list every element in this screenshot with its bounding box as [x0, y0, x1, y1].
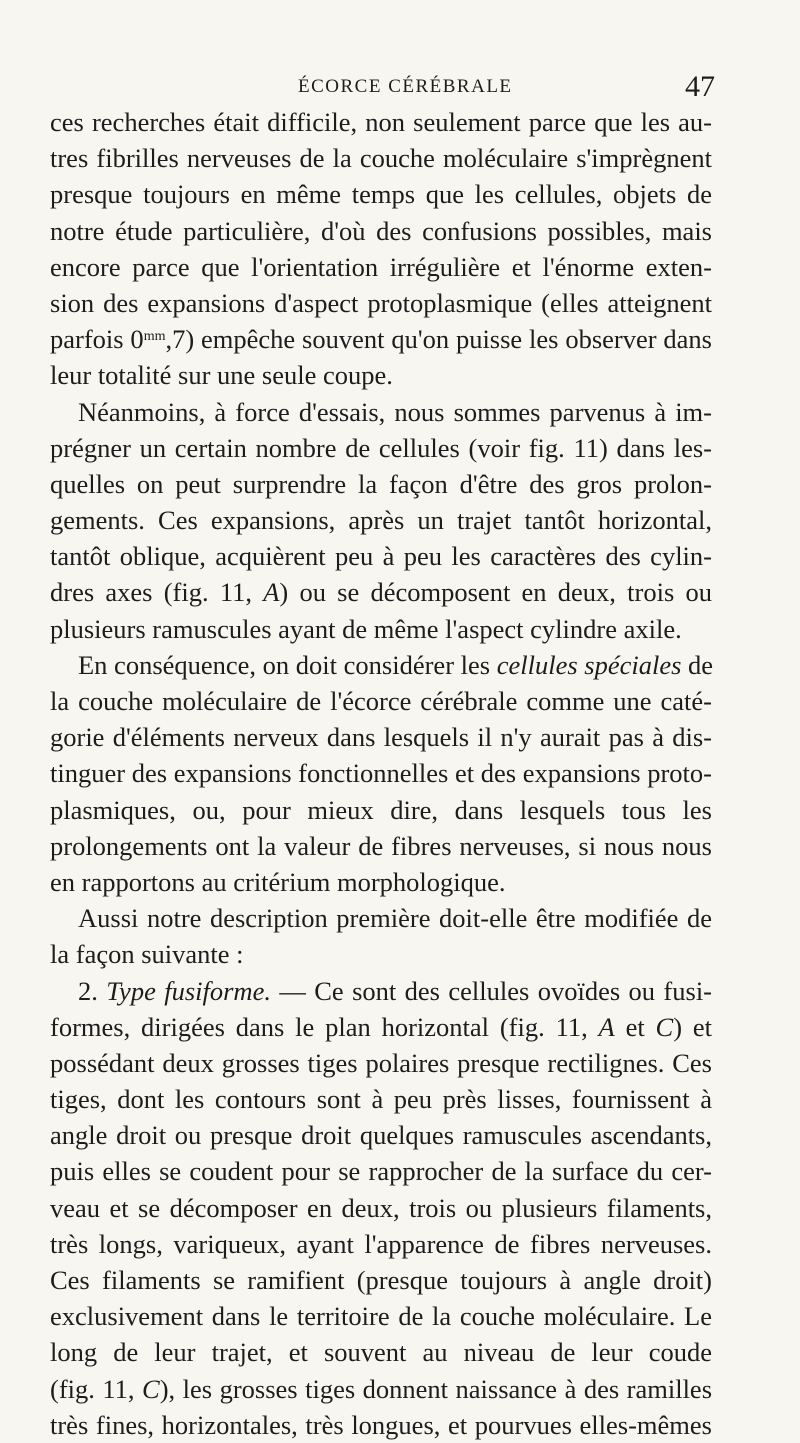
text-line: tinguer des expansions fonctionnelles et des expansions proto- — [50, 758, 712, 789]
text-fragment: formes, dirigées dans le plan horizontal (fig. 11, — [50, 1011, 599, 1042]
text-fragment: ) ou se décomposent en deux, trois ou — [279, 577, 712, 608]
text-line: quelles on peut surprendre la façon d'être des gros prolon- — [50, 468, 712, 499]
text-line: très longs, variqueux, ayant l'apparence de fibres nerveuses. — [50, 1228, 712, 1259]
text-line: plasmiques, ou, pour mieux dire, dans lesquels tous les — [50, 794, 712, 825]
text-line: Aussi notre description première doit-elle être modifiée de — [78, 903, 712, 934]
text-line — [50, 973, 712, 1009]
text-line: prolongements ont la valeur de fibres nerveuses, si nous nous — [50, 830, 712, 861]
text-line: leur totalité sur une seule coupe. — [50, 360, 393, 391]
section-heading: Type fusiforme. — [106, 975, 271, 1006]
text-line — [50, 1009, 712, 1045]
text-line: possédant deux grosses tiges polaires presque rectilignes. Ces — [50, 1047, 712, 1078]
unit-superscript: mm — [143, 329, 166, 345]
text-line: en rapportons au critérium morphologique. — [50, 866, 506, 897]
text-line: veau et se décomposer en deux, trois ou plusieurs filaments, — [50, 1192, 712, 1223]
text-fragment: et — [614, 1011, 656, 1042]
text-line: tres fibrilles nerveuses de la couche moléculaire s'imprègnent — [50, 143, 712, 174]
figure-letter: C — [655, 1011, 674, 1042]
text-fragment: ) et — [673, 1011, 713, 1042]
text-line: très fines, horizontales, très longues, et pourvues elles-mêmes — [50, 1409, 712, 1440]
text-line: plusieurs ramuscules ayant de même l'aspect cylindre axile. — [50, 613, 682, 644]
text-line: Ces filaments se ramifient (presque toujours à angle droit) — [50, 1265, 712, 1295]
text-fragment: (fig. 11, — [50, 1373, 143, 1404]
text-line: gorie d'éléments nerveux dans lesquels il n'y aurait pas à dis- — [50, 722, 712, 753]
text-line: long de leur trajet, et souvent au niveau de leur coude — [50, 1337, 712, 1368]
text-fragment: parfois 0 — [50, 324, 144, 355]
text-line — [50, 647, 712, 683]
text-line: puis elles se coudent pour se rapprocher de la surface du cer- — [50, 1156, 712, 1187]
text-line: angle droit ou presque droit quelques ramuscules ascendants, — [50, 1120, 712, 1151]
text-line: sion des expansions d'aspect protoplasmique (elles atteignent — [50, 287, 712, 318]
text-line: la façon suivante : — [50, 939, 244, 970]
body-text — [50, 104, 712, 1443]
text-fragment: En conséquence, on doit considérer les — [78, 649, 497, 680]
text-line: encore parce que l'orientation irrégulière et l'énorme exten- — [50, 251, 712, 282]
text-line — [50, 321, 712, 357]
text-line: gements. Ces expansions, après un trajet tantôt horizontal, — [50, 505, 712, 536]
text-line: presque toujours en même temps que les cellules, objets de — [50, 179, 712, 210]
figure-letter: A — [598, 1011, 615, 1042]
text-fragment: ), les grosses tiges donnent naissance à des ramilles — [159, 1373, 713, 1404]
text-fragment: — Ce sont des cellules ovoïdes ou fusi- — [270, 975, 713, 1006]
running-title: ÉCORCE CÉRÉBRALE — [298, 76, 513, 97]
text-fragment: 2. — [78, 975, 107, 1006]
text-fragment: de — [681, 649, 714, 680]
text-line: Néanmoins, à force d'essais, nous sommes parvenus à im- — [78, 396, 712, 427]
text-fragment: dres axes (fig. 11, — [50, 577, 264, 608]
page-number: 47 — [685, 70, 715, 103]
text-line: tantôt oblique, acquièrent peu à peu les caractères des cylin- — [50, 541, 712, 572]
text-line — [50, 574, 712, 610]
text-line — [50, 1371, 712, 1407]
italic-term: cellules spéciales — [496, 649, 682, 680]
figure-letter: C — [142, 1373, 160, 1404]
text-line: la couche moléculaire de l'écorce cérébrale comme une caté- — [50, 686, 712, 716]
figure-letter: A — [263, 577, 280, 608]
text-line: notre étude particulière, d'où des confusions possibles, mais — [50, 215, 712, 246]
text-line: ces recherches était difficile, non seulement parce que les au- — [50, 107, 712, 137]
text-line: tiges, dont les contours sont à peu près lisses, fournissent à — [50, 1084, 712, 1115]
text-line: exclusivement dans le territoire de la couche moléculaire. Le — [50, 1301, 712, 1332]
text-line: prégner un certain nombre de cellules (voir fig. 11) dans les- — [50, 432, 712, 463]
text-fragment: ,7) empêche souvent qu'on puisse les observer dans — [165, 324, 712, 355]
